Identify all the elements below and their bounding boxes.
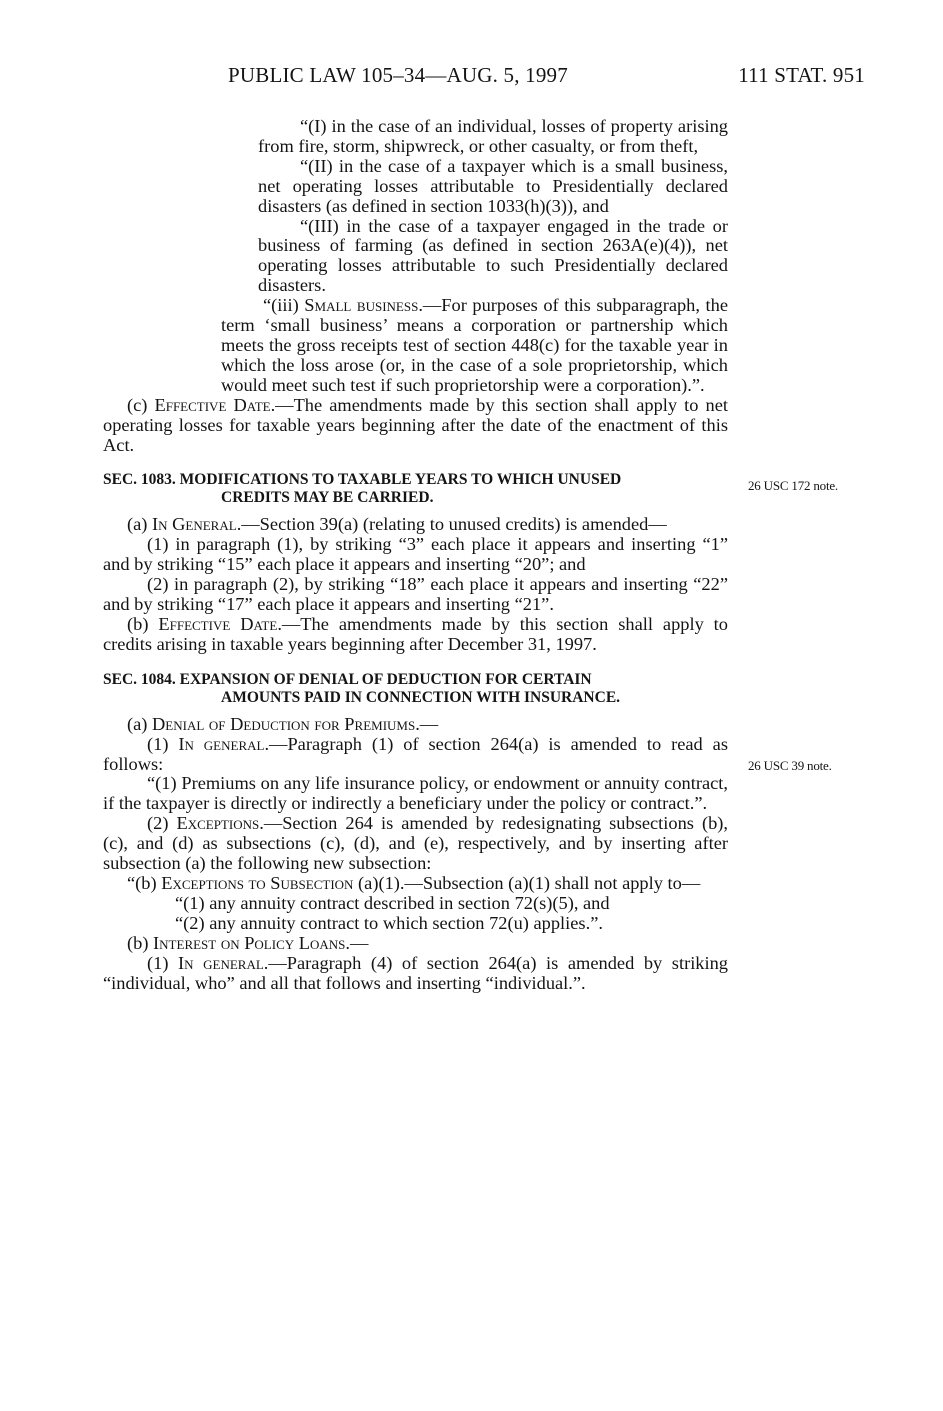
section-1084-heading: SEC. 1084. EXPANSION OF DENIAL OF DEDUCTION FOR CERTAIN AMOUNTS PAID IN CONNECTION WITH INSURANCE. <box>103 670 621 706</box>
quoted-subsection-b-exceptions: “(b) Exceptions to Subsection (a)(1).—Subsection (a)(1) shall not apply to— <box>127 873 701 893</box>
paragraph-1-amendment: (1) in paragraph (1), by striking “3” each place it appears and inserting “1” and by striking “15” each place it appears and inserting “20”; and <box>103 534 728 575</box>
margin-note-26-usc-172: 26 USC 172 note. <box>748 478 838 493</box>
clause-iii-block <box>103 296 728 396</box>
subsection-a-denial-premiums: (a) Denial of Deduction for Premiums.— <box>127 713 439 734</box>
subclause-III: “(III) in the case of a taxpayer engaged in the trade or business of farming (as defined in section 263A(e)(4)), net operating losses attributable to such Presidentially declared disasters. <box>258 215 728 296</box>
paragraph-2-exceptions: (2) Exceptions.—Section 264 is amended by redesignating subsections (b), (c), and (d) as subsections (c), (d), and (e), respectively, and by inserting after subsection (a) the following new subsection: <box>103 813 728 874</box>
subclause-II: “(II) in the case of a taxpayer which is a small business, net operating losses attributable to Presidentially declared disasters (as defined in section 1033(h)(3)), and <box>258 155 728 216</box>
quoted-paragraph-2-annuity: “(2) any annuity contract to which section 72(u) applies.”. <box>175 912 603 933</box>
margin-note-26-usc-39: 26 USC 39 note. <box>748 758 832 773</box>
running-header-title: PUBLIC LAW 105–34—AUG. 5, 1997 <box>228 63 568 87</box>
subsection-b-policy-loans: (b) Interest on Policy Loans.— <box>127 932 369 953</box>
paragraph-1-in-general: (1) In general.—Paragraph (1) of section 264(a) is amended to read as follows: <box>103 733 728 774</box>
subclause-I: “(I) in the case of an individual, losses of property arising from fire, storm, shipwreck, or other casualty, or from theft, <box>258 116 728 156</box>
quoted-paragraph-1-annuity: “(1) any annuity contract described in section 72(s)(5), and <box>175 892 610 913</box>
subsection-b-effective-date: (b) Effective Date.—The amendments made by this section shall apply to credits arising in taxable years beginning after December 31, 1997. <box>103 613 728 654</box>
clause-iii-small-business: “(iii) Small business.—For purposes of this subparagraph, the term ‘small business’ means a corporation or partnership which meets the gross receipts test of section 448(c) for the taxable year in which the loss arose (or, in the case of a sole proprietorship, which would meet such test if such proprietorship were a corporation).”. <box>221 295 728 395</box>
paragraph-1-in-general-loans: (1) In general.—Paragraph (4) of section 264(a) is amended by striking “individual, who” and all that follows and inserting “individual.”. <box>103 952 728 993</box>
paragraph-2-amendment: (2) in paragraph (2), by striking “18” each place it appears and inserting “22” and by striking “17” each place it appears and inserting “21”. <box>103 574 728 615</box>
running-header-stat-page: 111 STAT. 951 <box>738 63 865 87</box>
subsection-c-effective-date: (c) Effective Date.—The amendments made by this section shall apply to net operating losses for taxable years beginning after the date of the enactment of this Act. <box>103 394 728 455</box>
subclause-block <box>103 117 728 296</box>
quoted-paragraph-1-premiums: “(1) Premiums on any life insurance policy, or endowment or annuity contract, if the taxpayer is directly or indirectly a beneficiary under the policy or contract.”. <box>103 773 728 814</box>
section-1083-heading: SEC. 1083. MODIFICATIONS TO TAXABLE YEARS TO WHICH UNUSED CREDITS MAY BE CARRIED. <box>103 471 622 507</box>
statute-body <box>103 117 728 993</box>
subsection-a-in-general: (a) In General.—Section 39(a) (relating to unused credits) is amended— <box>127 514 667 535</box>
